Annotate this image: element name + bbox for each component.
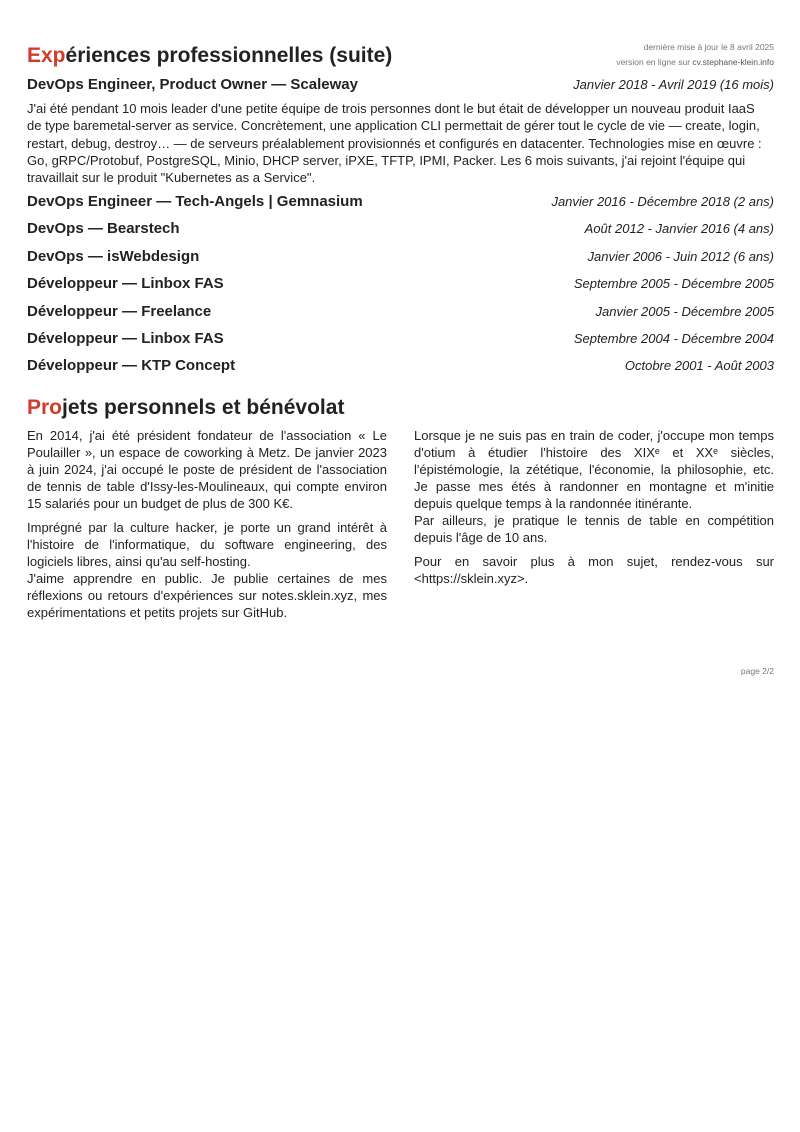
online-version xyxy=(616,55,774,70)
projects-heading-rest: jets personnels et bénévolat xyxy=(62,396,345,419)
job-title: Développeur — Linbox FAS xyxy=(27,275,224,293)
projects-heading xyxy=(27,394,344,422)
featured-job xyxy=(27,76,774,186)
experience-heading-rest: ériences professionnelles (suite) xyxy=(65,44,393,67)
job-dates: Septembre 2004 - Décembre 2004 xyxy=(573,330,774,346)
job-title: DevOps Engineer — Tech-Angels | Gemnasium xyxy=(27,193,363,210)
job-dates: Janvier 2016 - Décembre 2018 (2 ans) xyxy=(551,194,774,209)
projects-heading-accent: Pro xyxy=(27,396,63,419)
job-dates: Janvier 2005 - Décembre 2005 xyxy=(595,303,774,319)
page-number: page 2/2 xyxy=(740,666,774,676)
online-version-prefix: version en ligne sur xyxy=(616,57,691,67)
projects-left-column xyxy=(27,427,387,628)
job-entry xyxy=(27,193,774,220)
paragraph-learn-in-public: J'aime apprendre en public. Je publie certaines de mes réflexions ou retours d'expériences sur notes.sklein.xyz, mes expérimentations et petits projets sur GitHub. xyxy=(27,571,387,620)
paragraph-more-info: Pour en savoir plus à mon sujet, rendez-vous sur <https://sklein.xyz>. xyxy=(414,554,774,586)
featured-job-header xyxy=(27,76,774,93)
job-dates: Août 2012 - Janvier 2016 (4 ans) xyxy=(584,221,774,237)
document-meta xyxy=(616,40,774,70)
job-title: Développeur — Linbox FAS xyxy=(27,329,224,347)
online-version-link[interactable]: cv.stephane-klein.info xyxy=(692,57,774,67)
projects-right-column xyxy=(414,427,774,628)
job-entry xyxy=(27,275,774,302)
job-entry xyxy=(27,357,774,384)
job-title: DevOps — isWebdesign xyxy=(27,247,200,265)
job-title: DevOps Engineer, Product Owner — Scaleway xyxy=(27,76,358,93)
job-dates: Octobre 2001 - Août 2003 xyxy=(624,358,774,374)
paragraph-hacker-culture: Imprégné par la culture hacker, je porte un grand intérêt à l'histoire de l'informatique, du software engineering, des logiciels libres, ainsi qu'au self-hosting. xyxy=(27,520,387,569)
experience-heading xyxy=(27,42,392,70)
job-dates: Janvier 2006 - Juin 2012 (6 ans) xyxy=(587,248,774,264)
job-entry xyxy=(27,330,774,357)
job-list xyxy=(27,193,774,385)
job-entry xyxy=(27,303,774,330)
job-description: J'ai été pendant 10 mois leader d'une petite équipe de trois personnes dont le but était de développer un nouveau produit IaaS de type baremetal-server as service. Concrètement, une application CLI permettait de gérer tout le cycle de vie — create, login, restart, debug, destroy… — de serveurs préalablement provisionnés et configurés en datacenter. Technologies mise en œuvre : Go, gRPC/Protobuf, PostgreSQL, Minio, DHCP server, iPXE, TFTP, IPMI, Packer. Les 6 mois suivants, j'ai rejoint l'équipe qui travaillait sur le produit "Kubernetes as a Service". xyxy=(27,101,762,186)
paragraph-interests: Lorsque je ne suis pas en train de coder, j'occupe mon temps d'otium à étudier l'histoire des XIXᵉ et XXᵉ siècles, l'épistémologie, la zététique, l'économie, la philosophie, etc. Je passe mes étés à randonner en montagne et m'initie depuis quelque temps à la randonnée itinérante. xyxy=(414,428,774,511)
job-title: Développeur — Freelance xyxy=(27,302,212,320)
job-entry xyxy=(27,220,774,247)
experience-heading-accent: Exp xyxy=(27,44,66,67)
job-dates: Septembre 2005 - Décembre 2005 xyxy=(573,276,774,292)
last-updated-text: dernière mise à jour le 8 avril 2025 xyxy=(643,42,774,52)
job-dates: Janvier 2018 - Avril 2019 (16 mois) xyxy=(573,77,774,92)
job-title: Développeur — KTP Concept xyxy=(27,357,236,375)
paragraph-table-tennis: Par ailleurs, je pratique le tennis de table en compétition depuis l'âge de 10 ans. xyxy=(414,513,774,545)
projects-columns xyxy=(27,427,774,628)
job-entry xyxy=(27,248,774,275)
paragraph-associations: En 2014, j'ai été président fondateur de l'association « Le Poulailler », un espace de coworking à Metz. De janvier 2023 à juin 2024, j'ai occupé le poste de président de l'association de tennis de table d'Issy-les-Moulineaux, qui compte environ 15 salariés pour un budget de plus de 300 K€. xyxy=(27,428,387,511)
job-title: DevOps — Bearstech xyxy=(27,220,180,238)
